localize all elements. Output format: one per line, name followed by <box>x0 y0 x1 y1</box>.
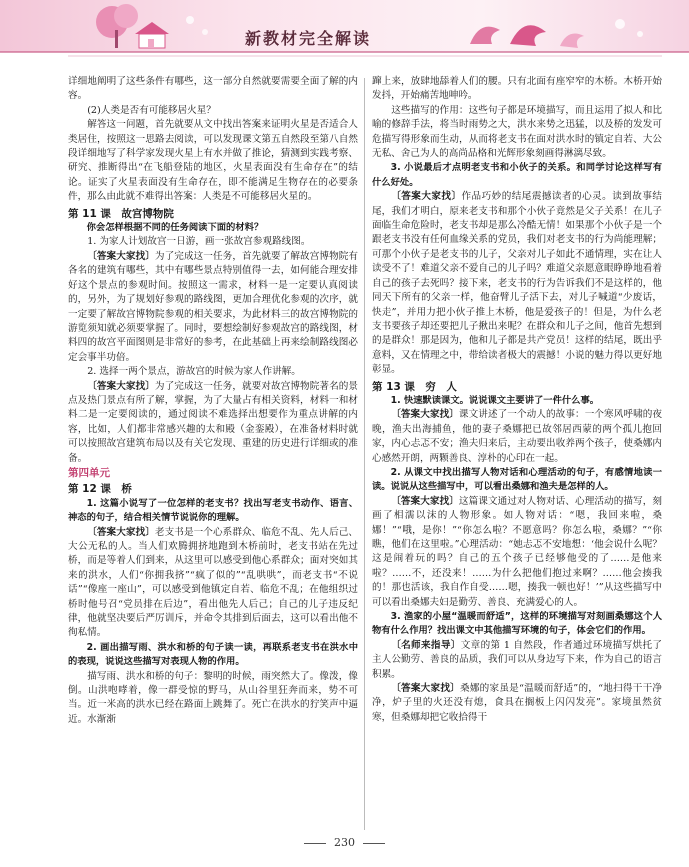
question <box>372 466 662 495</box>
paragraph-text: 这篇课文通过对人物对话、心理活动的描写，刻画了相濡以沫的人物形象。如人物对话：“嗯，我回来啦，桑娜！”“哦，是你！”“你怎么啦？不愿意吗？你怎么啦，桑娜？”“你瞧，他们在这里啦。”心理活动：“她忐忑不安地想：‘他会说什么呢？这是闹着玩的吗？自己的五个孩子已经够他受的了……是他来啦？……不，还没来！……为什么把他们抱过来啊？……他会揍我的！那也活该，我自作自受……嗯，揍我一顿也好！’”从这些描写中可以看出桑娜夫妇是勤劳、善良、充满爱心的人。 <box>372 495 662 608</box>
paragraph-text: (2)人类是否有可能移居火星？ <box>87 104 216 116</box>
answer-label: 〔答案大家找〕 <box>87 526 155 538</box>
paragraph-text: 老支书是一个心系群众、临危不乱、先人后己、大公无私的人。当人们欢腾拥挤地跑到木桥前时，老支书站在先过桥，而是等着人们到来，从这里可以感受到他心系群众；面对突如其来的洪水，人们“你拥我挤”“疯了似的”“乱哄哄”，而老支书“不说话”“像座一座山”，可以感受到他镇定自若、临危不乱；在他组织过桥时他号召“党员排在后边”，看出他先人后己；自己的儿子违反纪律，他就坚决要后严厉训斥，并命令其排到后面去，这可以看出他不徇私情。 <box>68 526 358 639</box>
paragraph-text: 作品巧妙的结尾震撼读者的心灵。读到故事结尾，我们才明白，原来老支书和那个小伙子竟然是父子关系！在儿子面临生命危险时，老支书却是那么冷酷无情！如果那个小伙子是一个跟老支书没有任何血缘关系的党员，我们对老支书的行为尚能理解；可那个小伙子是老支书的儿子，父亲对儿子如此不通情理，实在让人读受不了！难道父亲不爱自己的儿子吗？难道父亲愿意眼睁睁地看着自己的孩子去死吗？接下来，老支书的行为告诉我们不是这样的，他同天下所有的父亲一样，他奋臂儿子活下去，对儿子喊道“少废话，快走”，并用力把小伙子推上木桥，他是爱孩子的！但是，为什么老支书要孩子却还要把儿子揪出来呢？在群众和儿子之间，他首先想到的是群众！那是因为，他和儿子都是共产党员！这样的结尾，既出乎意料，又在情理之中，带给读者极大的震撼！小说的魅力得以更好地彰显。 <box>372 191 662 376</box>
paragraph <box>68 380 358 466</box>
answer-label: 〔答案大家找〕 <box>391 409 459 421</box>
paragraph-text: 2. 画出描写雨、洪水和桥的句子读一读，再联系老支书在洪水中的表现，说说这些描写对表现人物的作用。 <box>68 641 358 668</box>
paragraph <box>68 670 358 728</box>
paragraph-text: 1. 为家人计划故宫一日游，画一张故宫参观路线图。 <box>87 236 311 248</box>
paragraph-text: 第四单元 <box>68 466 110 479</box>
right-column <box>372 75 662 835</box>
paragraph-text: 第 11 课 故宫博物院 <box>68 207 174 220</box>
answer-label: 〔名师来指导〕 <box>391 639 461 651</box>
paragraph <box>372 682 662 725</box>
header-title: 新教材完全解读 <box>245 29 372 48</box>
answer-label: 〔答案大家找〕 <box>391 683 461 695</box>
paragraph-text: 描写雨、洪水和桥的句子：黎明的时候，雨突然大了。像泼，像倒。山洪咆哮着，像一群受惊的野马，从山谷里狂奔而来，势不可当。近一米高的洪水已经在路面上跳舞了。死亡在洪水的狞笑声中逼近。水渐渐 <box>68 670 358 725</box>
paragraph-text: 为了完成这一任务，首先就要了解故宫博物院有各名的建筑有哪些，其中有哪些景点特别值得一去，如何能合理安排好这个景点的参观时间。按照这一需求，材料一是一定要认真阅读的，另外，为了规划好参观的路线图，更加合理优化参观的次序，就一定要了解故宫博物院参观的相关要求，为此材料三的故宫博物院的游览须知就必须要掌握了。同时，要想绘制好参观故宫的路线图，材料四的故宫平面图则是非常好的参考，在此基础上再来绘制路线图必定会事半功倍。 <box>68 250 358 363</box>
answer-label: 〔答案大家找〕 <box>87 380 155 392</box>
unit-title <box>68 466 358 480</box>
paragraph-text: 3. 渔家的小屋“温暖而舒适”，这样的环境描写对刻画桑娜这个人物有什么作用？找出课文中其他描写环境的句子，体会它们的作用。 <box>372 611 662 637</box>
paragraph-text: 蹿上来，放肆地舔着人们的腰。只有北面有座窄窄的木桥。木桥开始发抖，开始痛苦地呻吟。 <box>372 76 662 102</box>
paragraph-text: 3. 小说最后才点明老支书和小伙子的关系。和同学讨论这样写有什么好处。 <box>372 162 662 188</box>
page-number: 230 <box>334 836 355 849</box>
paragraph-text: 1. 这篇小说写了一位怎样的老支书？找出写老支书动作、语言、神态的句子，结合相关情节说说你的理解。 <box>68 497 358 524</box>
paragraph <box>68 75 358 104</box>
question <box>372 161 662 190</box>
paragraph-text: 这些描写的作用：这些句子都是环境描写，而且运用了拟人和比喻的修辞手法，将当时雨势之大，洪水来势之迅猛，以及桥的发发可危描写得形象而生动，从而将老支书在面对洪水时的镇定自若、大公无私、舍己为人的高尚品格和光辉形象刻画得淋漓尽致。 <box>372 104 662 160</box>
paragraph-text: 详细地阐明了这些条件有哪些，这一部分自然就要需要全面了解的内容。 <box>68 76 358 102</box>
paragraph <box>68 235 358 249</box>
paragraph <box>68 250 358 365</box>
header-banner <box>0 0 689 64</box>
paragraph-text: 2. 选择一两个景点，游故宫的时候为家人作讲解。 <box>87 366 301 378</box>
paragraph <box>372 639 662 682</box>
question <box>68 641 358 670</box>
answer-label: 〔答案大家找〕 <box>87 250 155 262</box>
paragraph-text: 为了完成这一任务，就要对故宫博物院著名的景点及热门景点有所了解，掌握，为了大量占有相关资料，材料一和材料二是一定要阅读的，通过阅读不难选择出想要作为重点讲解的内容，比如，人们都非常感兴趣的太和殿（金銮殿），在准备材料时就可以按照故宫建筑布局以及有关它发现、重建的历史进行详细或的准备。 <box>68 380 358 464</box>
question <box>372 610 662 639</box>
lesson-title <box>68 207 358 221</box>
paragraph <box>68 526 358 641</box>
paragraph-text: 1. 快速默读课文。说说课文主要讲了一件什么事。 <box>390 394 600 406</box>
paragraph-text: 解答这一问题，首先就要从文中找出答案来证明火星是否适合人类居住，按照这一思路去阅读，可以发现课文第五自然段至第八自然段详细地写了科学家发现火星上有水并做了推论，猜测到实践考察、研究、推断得出“在飞船登陆的地区，火星表面没有生命存在”的结论。证实了火星表面没有生命存在，即不能满足生物存在的必要条件，那么由此就不难得出答案：人类是不可能移居火星的。 <box>68 119 358 203</box>
paragraph <box>372 104 662 162</box>
paragraph-text: 文章的第 1 自然段，作者通过环境描写烘托了主人公勤劳、善良的品质，我们可以从身边写下来，作为自己的语言积累。 <box>372 639 662 680</box>
paragraph <box>68 118 358 204</box>
question <box>372 394 662 408</box>
lesson-title <box>372 380 662 394</box>
page-number-area <box>0 836 689 849</box>
paragraph-text: 第 13 课 穷 人 <box>372 380 457 393</box>
answer-label: 〔答案大家找〕 <box>391 191 462 203</box>
paragraph-text: 桑娜的家虽是“温暖而舒适”的，“地扫得干干净净，炉子里的火还没有熄，食具在搁板上闪闪发亮”。家境虽然贫寒，但桑娜却把它收拾得干 <box>372 683 662 723</box>
paragraph <box>68 365 358 379</box>
page-rule-left <box>304 843 326 844</box>
page-rule-right <box>363 843 385 844</box>
paragraph <box>68 104 358 118</box>
paragraph-text: 2. 从课文中找出描写人物对话和心理活动的句子，有感情地读一读。说说从这些描写中，可以看出桑娜和渔夫是怎样的人。 <box>372 466 662 493</box>
paragraph-text: 第 12 课 桥 <box>68 483 132 496</box>
column-divider <box>364 78 365 830</box>
paragraph <box>372 75 662 104</box>
paragraph-text: 课文讲述了一个动人的故事：一个寒风呼啸的夜晚，渔夫出海捕鱼，他的妻子桑娜把已故邻居西蒙的两个孤儿抱回家，内心忐忑不安；渔夫归来后，主动要出收养两个孩子，使桑娜内心感然开朗，两颗善良、淳朴的心印在一起。 <box>372 409 662 464</box>
paragraph <box>372 408 662 466</box>
question <box>68 221 358 235</box>
paragraph <box>372 495 662 610</box>
left-column <box>68 75 358 835</box>
paragraph <box>372 190 662 377</box>
lesson-title <box>68 482 358 496</box>
question <box>68 497 358 526</box>
paragraph-text: 你会怎样根据不同的任务阅读下面的材料？ <box>86 222 264 234</box>
answer-label: 〔答案大家找〕 <box>391 495 459 507</box>
